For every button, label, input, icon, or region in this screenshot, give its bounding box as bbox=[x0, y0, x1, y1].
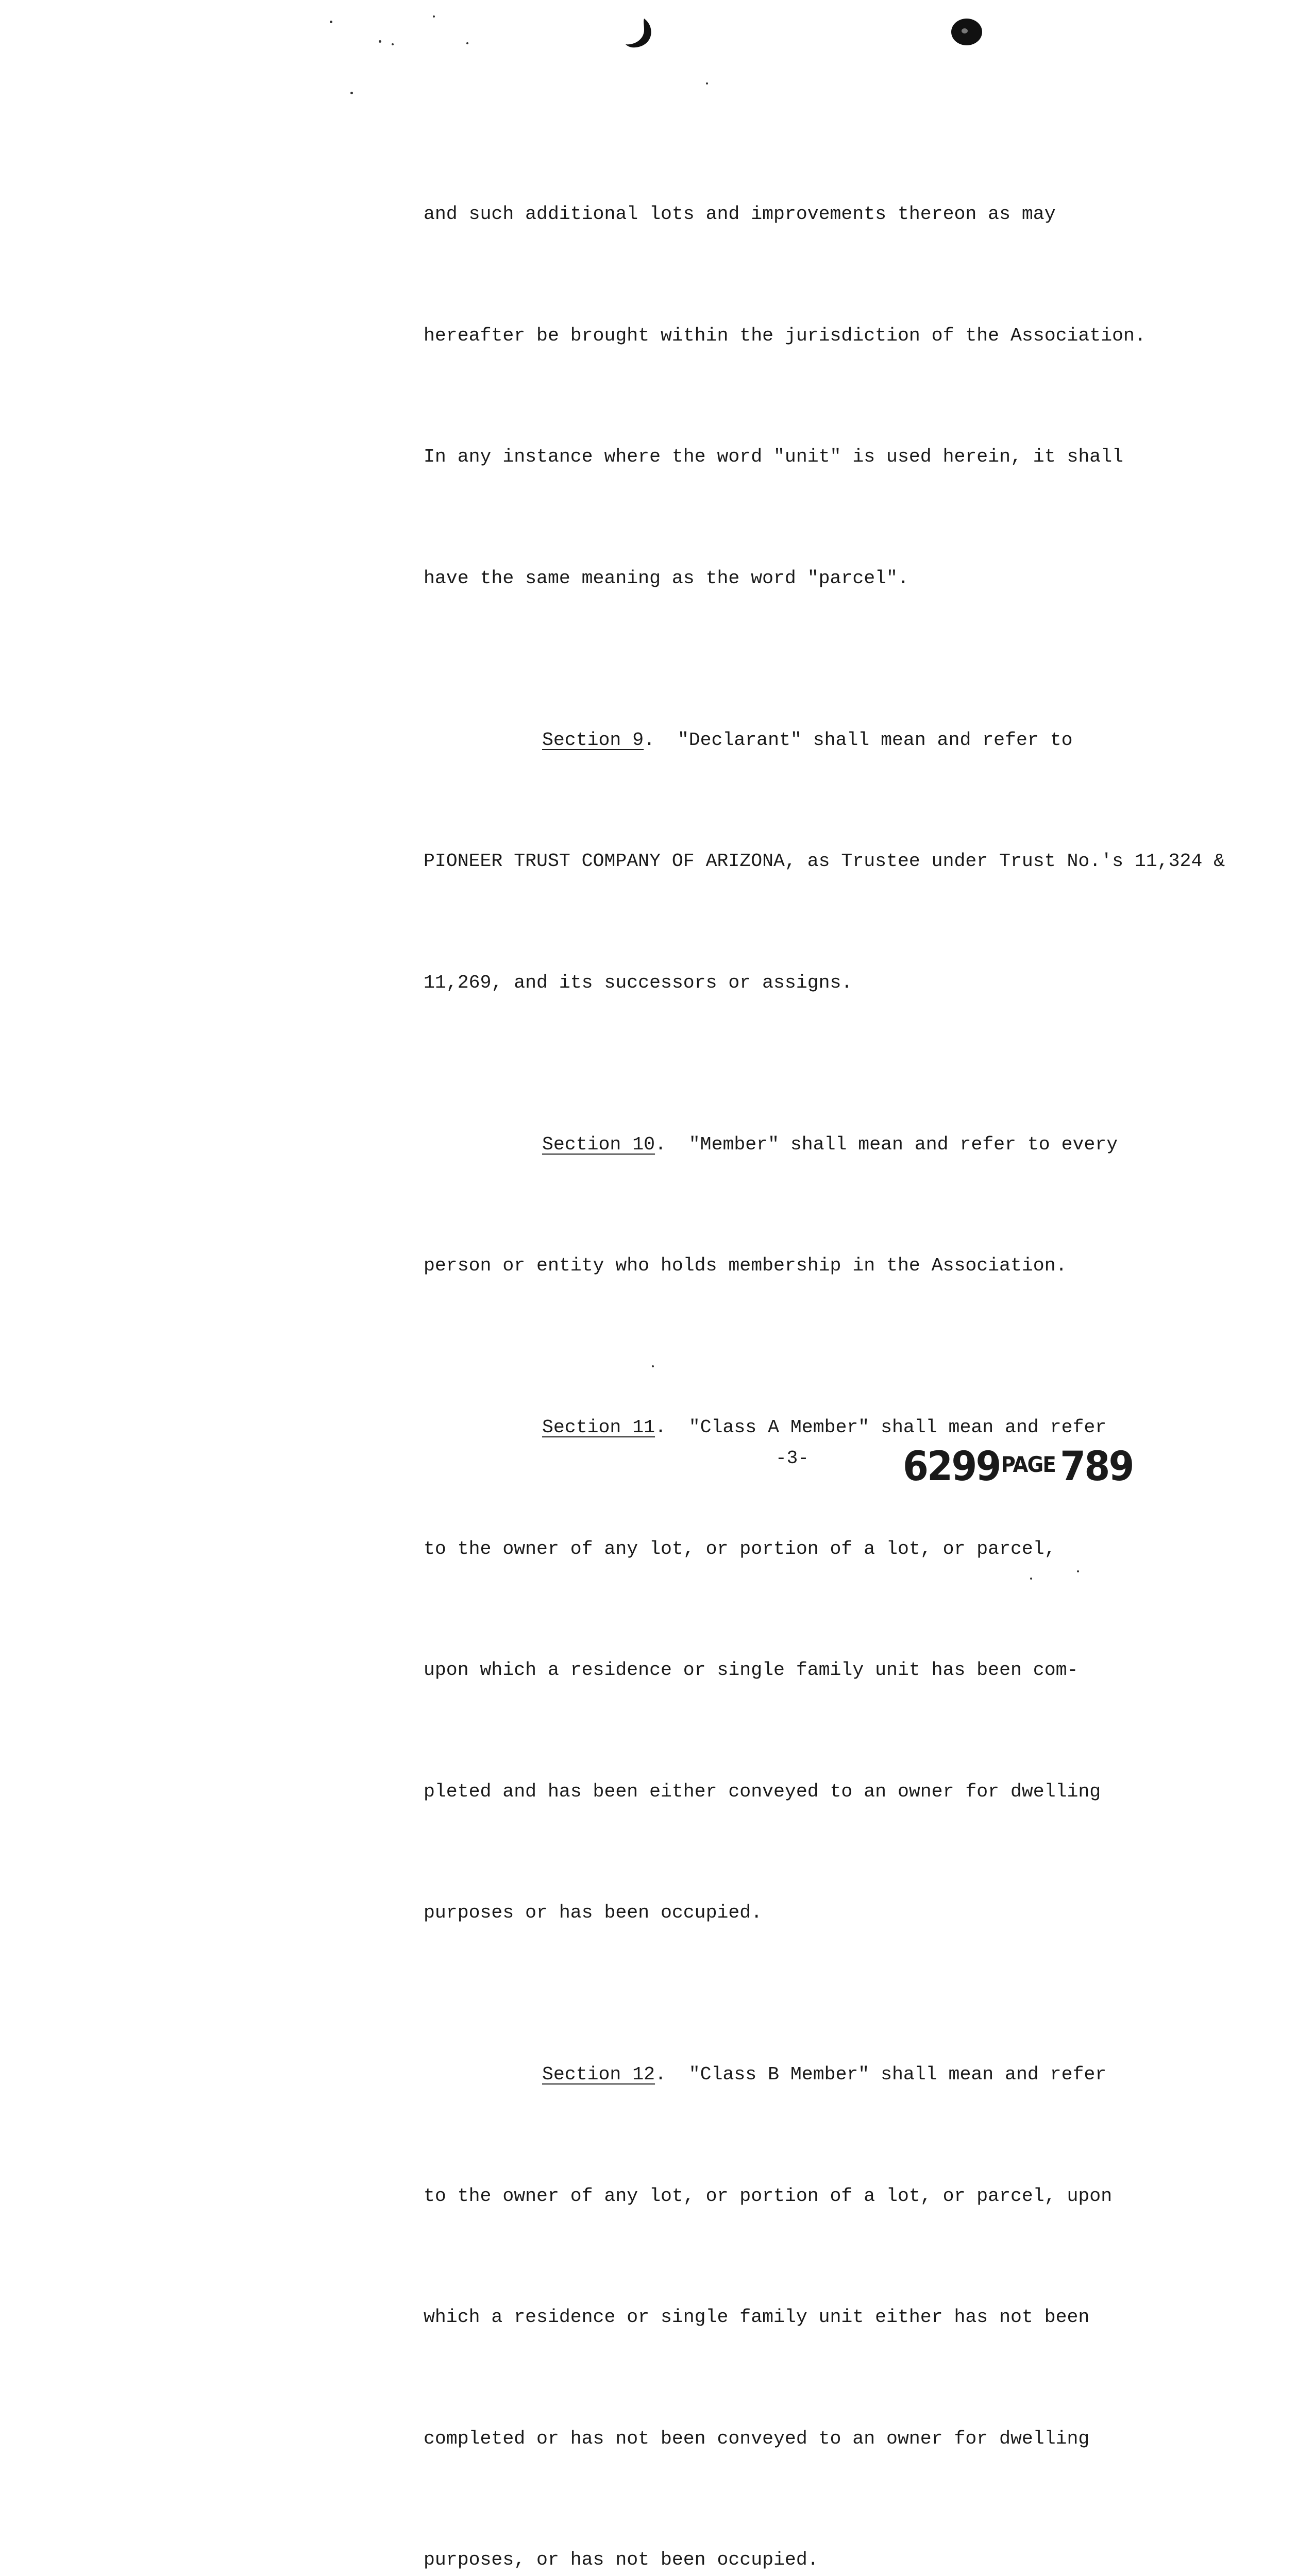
body-line: which a residence or single family unit either has not been bbox=[424, 2307, 1090, 2328]
section-10-text: . "Member" shall mean and refer to every bbox=[655, 1133, 1118, 1155]
stamp-book: 6299 bbox=[903, 1444, 1000, 1490]
stamp-page: 789 bbox=[1060, 1444, 1133, 1490]
body-line: completed or has not been conveyed to an owner for dwelling bbox=[424, 2428, 1090, 2449]
body-line: hereafter be brought within the jurisdiction of the Association. bbox=[424, 325, 1146, 346]
body-line: upon which a residence or single family unit has been com- bbox=[424, 1659, 1079, 1681]
section-9-heading-line bbox=[424, 720, 1227, 761]
scan-speck bbox=[379, 40, 381, 43]
section-12-label: Section 12 bbox=[542, 2064, 655, 2085]
section-10-label: Section 10 bbox=[542, 1133, 655, 1155]
body-line: and such additional lots and improvements thereon as may bbox=[424, 204, 1056, 225]
section-12-text: . "Class B Member" shall mean and refer bbox=[655, 2064, 1107, 2085]
recording-stamp bbox=[903, 1444, 1133, 1490]
section-9-label: Section 9 bbox=[542, 729, 644, 751]
document-body bbox=[424, 113, 1227, 2576]
stamp-page-label: PAGE bbox=[1001, 1452, 1055, 1477]
body-line: 11,269, and its successors or assigns. bbox=[424, 972, 853, 993]
body-line: have the same meaning as the word "parcel". bbox=[424, 567, 909, 589]
body-line: person or entity who holds membership in the Association. bbox=[424, 1255, 1067, 1276]
body-line: pleted and has been either conveyed to an owner for dwelling bbox=[424, 1781, 1101, 1802]
crescent-mark-icon bbox=[624, 15, 660, 52]
section-11-label: Section 11 bbox=[542, 1417, 655, 1438]
page-number: -3- bbox=[776, 1448, 809, 1469]
scan-speck bbox=[350, 92, 353, 94]
scan-speck bbox=[433, 15, 435, 18]
scan-speck bbox=[706, 82, 708, 84]
scan-speck bbox=[466, 42, 468, 44]
scan-speck bbox=[330, 21, 332, 23]
section-12-heading-line bbox=[424, 2055, 1227, 2095]
body-line: purposes or has been occupied. bbox=[424, 1902, 763, 1923]
body-line: to the owner of any lot, or portion of a lot, or parcel, upon bbox=[424, 2185, 1113, 2207]
body-line: to the owner of any lot, or portion of a lot, or parcel, bbox=[424, 1538, 1056, 1560]
ink-blot-icon bbox=[949, 15, 985, 47]
section-10-heading-line bbox=[424, 1125, 1227, 1165]
scan-speck bbox=[392, 43, 394, 45]
section-11-heading-line bbox=[424, 1408, 1227, 1448]
section-9-text: . "Declarant" shall mean and refer to bbox=[644, 729, 1073, 751]
body-line: purposes, or has not been occupied. bbox=[424, 2549, 819, 2570]
body-line: PIONEER TRUST COMPANY OF ARIZONA, as Trustee under Trust No.'s 11,324 & bbox=[424, 851, 1225, 872]
section-11-text: . "Class A Member" shall mean and refer bbox=[655, 1417, 1107, 1438]
body-line: In any instance where the word "unit" is used herein, it shall bbox=[424, 446, 1124, 467]
